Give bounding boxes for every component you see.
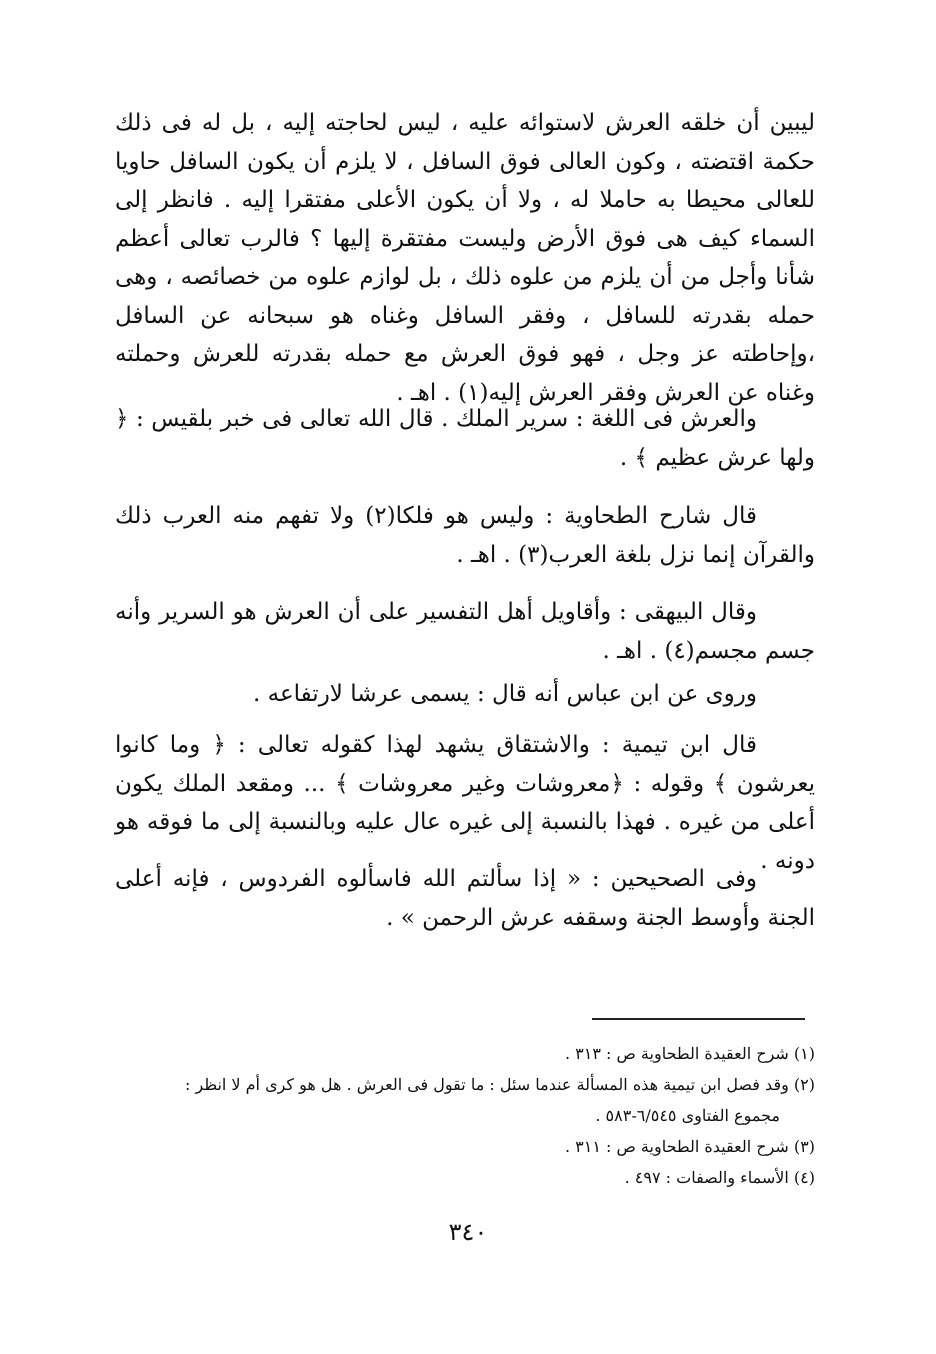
paragraph-continuation: ليبين أن خلقه العرش لاستوائه عليه ، ليس لحاجته إليه ، بل له فى ذلك حكمة اقتضته ، وكون العالى فوق السافل ، لا يلزم أن يكون السافل حاويا للعالى محيطا به حاملا له ، ولا أن يكون الأعلى مفتقرا إليه . فانظر إلى السماء كيف هى فوق الأرض وليست مفتقرة إليها ؟ فالرب تعالى أعظم شأنا وأجل من أن يلزم من علوه ذلك ، بل لوازم علوه من خصائصه ، وهى حمله بقدرته للسافل ، وفقر السافل وغناه هو سبحانه عن السافل ،وإحاطته عز وجل ، فهو فوق العرش مع حمله بقدرته للعرش وحملته وغناه عن العرش وفقر العرش إليه(١) . اهـ .: [115, 110, 815, 406]
paragraph-sahihayn: وفى الصحيحين : « إذا سألتم الله فاسألوه الفردوس ، فإنه أعلى الجنة وأوسط الجنة وسقفه عرش الرحمن » .: [115, 866, 815, 931]
footnote-number: (٤): [793, 1168, 815, 1187]
paragraph-throne-language: والعرش فى اللغة : سرير الملك . قال الله تعالى فى خبر بلقيس : ﴿ ولها عرش عظيم ﴾ .: [115, 406, 815, 471]
page-number: ٣٤٠: [448, 1218, 488, 1246]
footnote-number: (١): [793, 1044, 815, 1063]
footnote-text: الأسماء والصفات : ٤٩٧ .: [624, 1168, 789, 1187]
footnotes-section: [115, 1040, 815, 1195]
footnote-1: [115, 1040, 815, 1067]
footnote-text: وقد فصل ابن تيمية هذه المسألة عندما سئل : ما تقول فى العرش . هل هو كرى أم لا انظر :: [185, 1075, 789, 1094]
footnote-4: [115, 1164, 815, 1191]
footnote-text: شرح العقيدة الطحاوية ص : ٣١١ .: [564, 1137, 789, 1156]
footnote-number: (٣): [793, 1137, 815, 1156]
paragraph-bayhaqi: وقال البيهقى : وأقاويل أهل التفسير على أن العرش هو السرير وأنه جسم مجسم(٤) . اهـ .: [115, 599, 815, 664]
footnote-divider: [592, 1018, 805, 1020]
body-text-block: [115, 675, 815, 714]
footnote-number: (٢): [793, 1075, 815, 1094]
body-text-block: [115, 726, 815, 880]
body-text-block: [115, 400, 815, 477]
paragraph-ibn-taymiyya: قال ابن تيمية : والاشتقاق يشهد لهذا كقوله تعالى : ﴿ وما كانوا يعرشون ﴾ وقوله : ﴿معروشات وغير معروشات ﴾ ... ومقعد الملك يكون أعلى من غيره . فهذا بالنسبة إلى غيره عال عليه وبالنسبة إلى ما فوقه هو دونه .: [115, 732, 815, 874]
body-text-block: [115, 497, 815, 574]
body-text-block: [115, 860, 815, 937]
footnote-2: [115, 1071, 815, 1098]
footnote-text: شرح العقيدة الطحاوية ص : ٣١٣ .: [564, 1044, 789, 1063]
paragraph-tahawiyya-commentator: قال شارح الطحاوية : وليس هو فلكا(٢) ولا تفهم منه العرب ذلك والقرآن إنما نزل بلغة العرب(٣) . اهـ .: [115, 503, 815, 568]
body-text-block: [115, 104, 815, 412]
paragraph-ibn-abbas: وروى عن ابن عباس أنه قال : يسمى عرشا لارتفاعه .: [252, 681, 757, 707]
footnote-3: [115, 1133, 815, 1160]
footnote-2-continuation: مجموع الفتاوى ٦/٥٤٥-٥٨٣ .: [595, 1106, 780, 1125]
body-text-block: [115, 593, 815, 670]
